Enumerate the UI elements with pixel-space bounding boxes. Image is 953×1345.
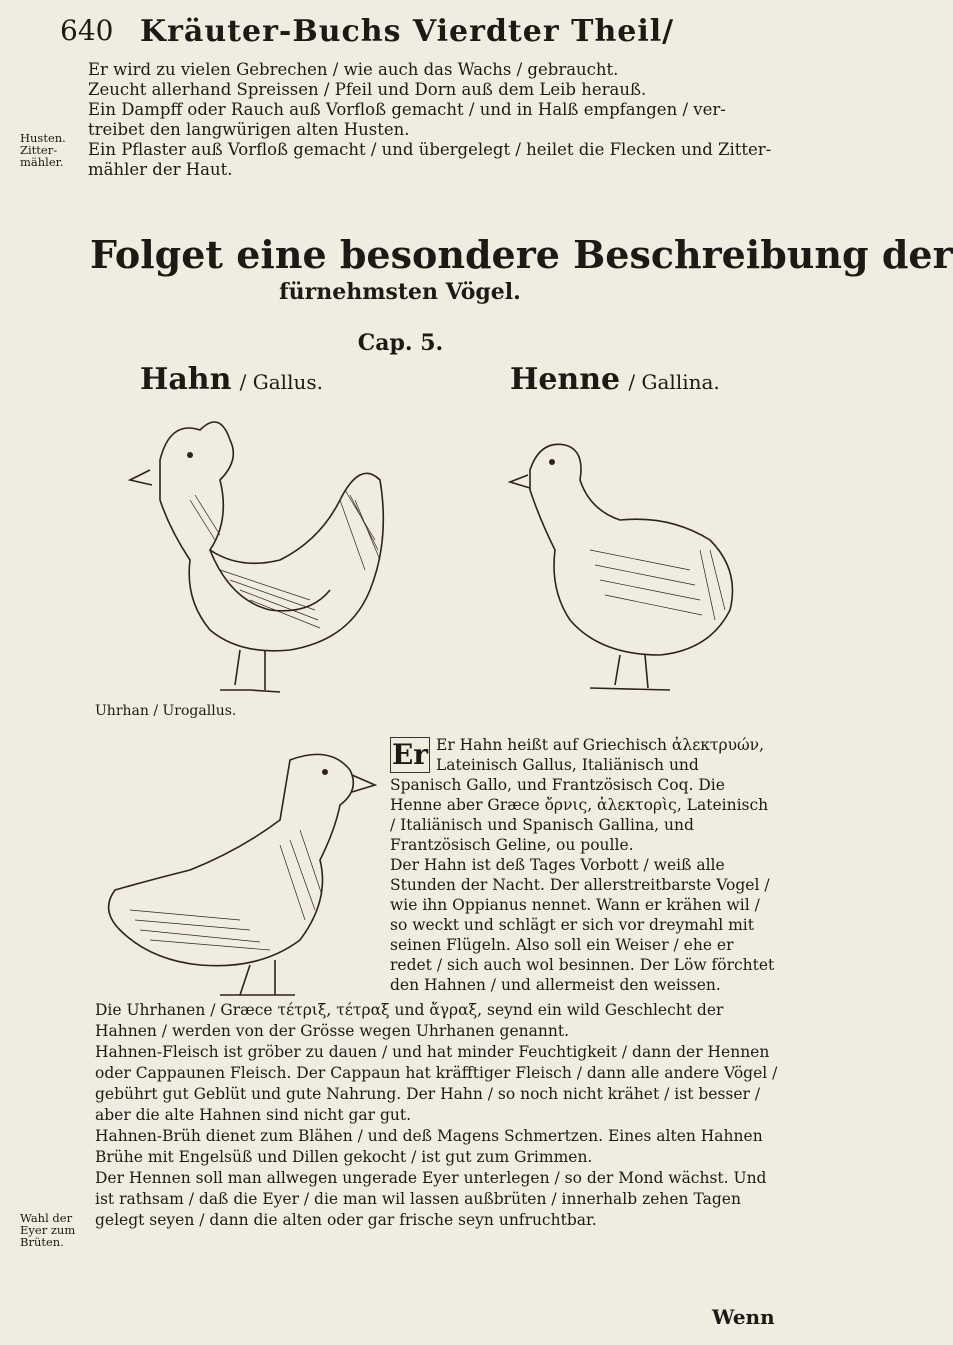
paragraph: Hahnen-Fleisch ist gröber zu dauen / und hat minder Feuchtigkeit / dann der Hennen oder Cappaunen Fleisch. Der Cappaun hat kräfftiger Fleisch / dann alle andere Vögel / gebührt gut Geblüt und gute Nahrung. Der Hahn / so noch nicht krähet / ist besser / aber die alte Hahnen sind nicht gar gut. — [95, 1043, 778, 1124]
bottom-text-block — [95, 1000, 785, 1231]
label-hahn-latin: / Gallus. — [239, 370, 323, 394]
chapter-heading: Cap. 5. — [357, 330, 444, 356]
text-line: Zeucht allerhand Spreissen / Pfeil und Dorn auß dem Leib herauß. — [88, 80, 647, 99]
section-title-line2: fürnehmsten Vögel. — [279, 279, 521, 305]
drop-cap: Er — [391, 738, 429, 771]
label-hahn — [140, 362, 323, 397]
text-line: mähler der Haut. — [88, 160, 233, 179]
section-title — [90, 232, 953, 305]
catchword: Wenn — [712, 1305, 775, 1329]
page-header — [60, 14, 780, 54]
label-henne-latin: / Gallina. — [628, 370, 720, 394]
section-title-line1: Folget eine besondere Beschreibung der — [90, 232, 953, 277]
paragraph: Die Uhrhanen / Græce τέτριξ, τέτραξ und ἄγραξ, seynd ein wild Geschlecht der Hahnen / werden von der Grösse wegen Uhrhanen genannt. — [95, 1001, 724, 1040]
label-henne-name: Henne — [510, 362, 621, 397]
side-note-top: Husten. Zitter-mähler. — [20, 131, 66, 169]
hen-illustration — [470, 400, 770, 700]
caption-urogallus: Uhrhan / Urogallus. — [95, 703, 237, 719]
page-number: 640 — [60, 14, 114, 47]
text-line: treibet den langwürigen alten Husten. — [88, 120, 410, 139]
rooster-illustration — [90, 400, 395, 700]
label-hahn-name: Hahn — [140, 362, 232, 397]
urogallus-illustration — [90, 720, 385, 1000]
text-line: Ein Dampff oder Rauch auß Vorfloß gemacht / und in Halß empfangen / ver- — [88, 100, 726, 119]
paragraph: Er Hahn heißt auf Griechisch ἀλεκτρυών, Lateinisch Gallus, Italiänisch und Spanisch Gallo, und Frantzösisch Coq. Die Henne aber Græce ὄρνις, ἀλεκτορὶς, Lateinisch / Italiänisch und Spanisch Gallina, und Frantzösisch Geline, ou poulle. — [390, 736, 769, 854]
top-text-block — [88, 60, 772, 180]
label-henne — [510, 362, 720, 397]
paragraph: Der Hennen soll man allwegen ungerade Eyer unterlegen / so der Mond wächst. Und ist rathsam / daß die Eyer / die man wil lassen außbrüten / innerhalb zehen Tagen gelegt seyen / dann die alten oder gar frische seyn unfruchtbar. — [95, 1169, 767, 1229]
running-head: Kräuter-Buchs Vierdter Theil/ — [140, 14, 675, 49]
paragraph: Hahnen-Brüh dienet zum Blähen / und deß Magens Schmertzen. Eines alten Hahnen Brühe mit Engelsüß und Dillen gekocht / ist gut zum Grimmen. — [95, 1127, 763, 1166]
right-column-text — [390, 735, 775, 995]
side-note-bottom: Wahl der Eyer zum Brüten. — [20, 1211, 76, 1249]
paragraph: Der Hahn ist deß Tages Vorbott / weiß alle Stunden der Nacht. Der allerstreitbarste Vogel / wie ihn Oppianus nennet. Wann er krähen wil / so weckt und schlägt er sich vor dreymahl mit seinen Flügeln. Also soll ein Weiser / ehe er redet / sich auch wol besinnen. Der Löw förchtet den Hahnen / und allermeist den weissen. — [390, 856, 775, 994]
text-line: Ein Pflaster auß Vorfloß gemacht / und übergelegt / heilet die Flecken und Zitter- — [88, 140, 772, 159]
text-line: Er wird zu vielen Gebrechen / wie auch das Wachs / gebraucht. — [88, 60, 619, 79]
